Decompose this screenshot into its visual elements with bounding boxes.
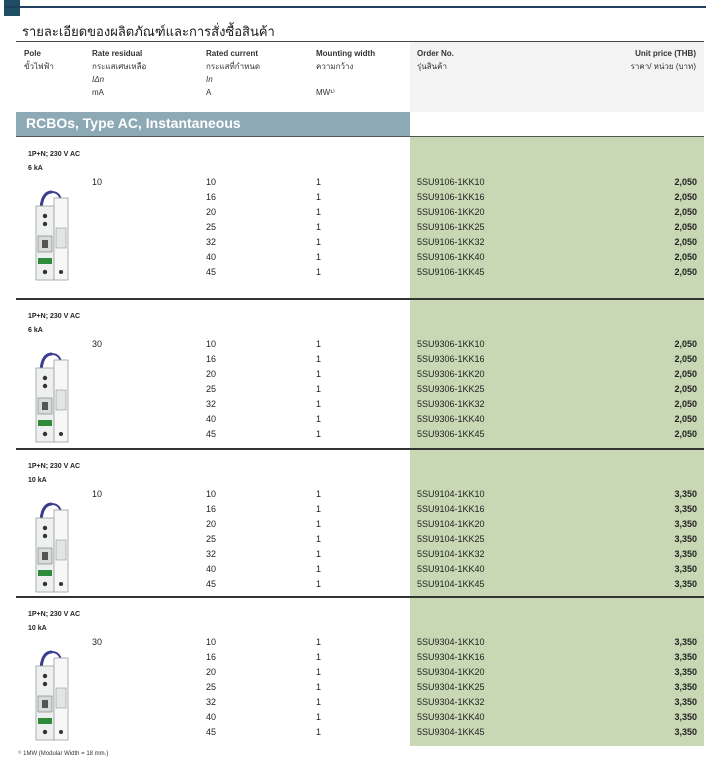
mounting-width-value: 1 (316, 712, 322, 722)
footnote: ¹⁾ 1MW (Modular Width = 18 mm.) (18, 751, 109, 757)
mounting-width-value: 1 (316, 177, 322, 187)
order-number: 5SU9104-1KK45 (417, 579, 485, 589)
order-number: 5SU9104-1KK32 (417, 549, 485, 559)
rated-current-value: 10 (206, 177, 217, 187)
unit-price: 2,050 (674, 429, 697, 439)
rated-current-value: 45 (206, 267, 217, 277)
mounting-width-value: 1 (316, 384, 322, 394)
top-rule (4, 6, 706, 8)
order-number: 5SU9306-1KK32 (417, 399, 485, 409)
mounting-width-value: 1 (316, 682, 322, 692)
order-number: 5SU9106-1KK20 (417, 207, 485, 217)
rated-current-value: 20 (206, 207, 217, 217)
order-number: 5SU9306-1KK20 (417, 369, 485, 379)
residual-current-value: 30 (92, 339, 103, 349)
rated-current-value: 40 (206, 414, 217, 424)
unit-price: 2,050 (674, 399, 697, 409)
header-residual: Rate residual กระแสเศษเหลือ IΔn mA (92, 49, 147, 97)
order-number: 5SU9106-1KK32 (417, 237, 485, 247)
unit-price: 3,350 (674, 637, 697, 647)
unit-price: 3,350 (674, 489, 697, 499)
mounting-width-value: 1 (316, 267, 322, 277)
header-mounting-width: Mounting width ความกว้าง MW¹⁾ (316, 49, 376, 97)
unit-price: 3,350 (674, 534, 697, 544)
mounting-width-value: 1 (316, 369, 322, 379)
rated-current-value: 10 (206, 637, 217, 647)
mounting-width-value: 1 (316, 237, 322, 247)
unit-price: 2,050 (674, 369, 697, 379)
unit-price: 3,350 (674, 549, 697, 559)
order-number: 5SU9306-1KK16 (417, 354, 485, 364)
mounting-width-value: 1 (316, 192, 322, 202)
order-number: 5SU9104-1KK16 (417, 504, 485, 514)
unit-price: 3,350 (674, 579, 697, 589)
mounting-width-value: 1 (316, 697, 322, 707)
order-number: 5SU9106-1KK40 (417, 252, 485, 262)
order-number: 5SU9106-1KK45 (417, 267, 485, 277)
unit-price: 3,350 (674, 504, 697, 514)
group-separator (16, 448, 704, 450)
group-label: 1P+N; 230 V AC 10 kA (28, 611, 81, 632)
order-number: 5SU9304-1KK16 (417, 652, 485, 662)
residual-current-value: 10 (92, 489, 103, 499)
rated-current-value: 40 (206, 252, 217, 262)
unit-price: 2,050 (674, 177, 697, 187)
mounting-width-value: 1 (316, 252, 322, 262)
unit-price: 3,350 (674, 519, 697, 529)
order-number: 5SU9304-1KK45 (417, 727, 485, 737)
order-number: 5SU9106-1KK10 (417, 177, 485, 187)
order-number: 5SU9306-1KK45 (417, 429, 485, 439)
unit-price: 3,350 (674, 727, 697, 737)
rated-current-value: 20 (206, 519, 217, 529)
group-label: 1P+N; 230 V AC 6 kA (28, 313, 81, 334)
order-number: 5SU9104-1KK40 (417, 564, 485, 574)
order-number: 5SU9304-1KK40 (417, 712, 485, 722)
unit-price: 2,050 (674, 192, 697, 202)
mounting-width-value: 1 (316, 504, 322, 514)
rated-current-value: 45 (206, 727, 217, 737)
rated-current-value: 32 (206, 237, 217, 247)
header-pole: Pole ขั้วไฟฟ้า (24, 49, 54, 71)
unit-price: 3,350 (674, 652, 697, 662)
mounting-width-value: 1 (316, 354, 322, 364)
rated-current-value: 16 (206, 504, 217, 514)
rated-current-value: 20 (206, 667, 217, 677)
mounting-width-value: 1 (316, 489, 322, 499)
unit-price: 3,350 (674, 682, 697, 692)
unit-price: 2,050 (674, 237, 697, 247)
unit-price: 3,350 (674, 667, 697, 677)
residual-current-value: 30 (92, 637, 103, 647)
rated-current-value: 25 (206, 222, 217, 232)
mounting-width-value: 1 (316, 667, 322, 677)
order-number: 5SU9104-1KK10 (417, 489, 485, 499)
order-number: 5SU9106-1KK25 (417, 222, 485, 232)
order-number: 5SU9306-1KK40 (417, 414, 485, 424)
group-label: 1P+N; 230 V AC 10 kA (28, 463, 81, 484)
mounting-width-value: 1 (316, 207, 322, 217)
rated-current-value: 32 (206, 399, 217, 409)
mounting-width-value: 1 (316, 414, 322, 424)
order-number: 5SU9304-1KK20 (417, 667, 485, 677)
unit-price: 3,350 (674, 564, 697, 574)
rated-current-value: 40 (206, 564, 217, 574)
group-separator (16, 298, 704, 300)
group-separator (16, 596, 704, 598)
rated-current-value: 32 (206, 697, 217, 707)
header-order-no: Order No. รุ่นสินค้า (417, 49, 454, 71)
rcbo-product-image (30, 350, 74, 446)
section-banner (16, 112, 410, 136)
unit-price: 2,050 (674, 339, 697, 349)
order-number: 5SU9106-1KK16 (417, 192, 485, 202)
unit-price: 2,050 (674, 384, 697, 394)
mounting-width-value: 1 (316, 727, 322, 737)
mounting-width-value: 1 (316, 579, 322, 589)
rated-current-value: 45 (206, 429, 217, 439)
unit-price: 3,350 (674, 712, 697, 722)
unit-price: 3,350 (674, 697, 697, 707)
mounting-width-value: 1 (316, 519, 322, 529)
order-number: 5SU9104-1KK20 (417, 519, 485, 529)
residual-current-value: 10 (92, 177, 103, 187)
order-number: 5SU9306-1KK10 (417, 339, 485, 349)
order-number: 5SU9304-1KK32 (417, 697, 485, 707)
rated-current-value: 25 (206, 682, 217, 692)
unit-price: 2,050 (674, 414, 697, 424)
mounting-width-value: 1 (316, 652, 322, 662)
order-number: 5SU9304-1KK25 (417, 682, 485, 692)
header-unit-price: Unit price (THB) ราคา/ หน่วย (บาท) (630, 49, 696, 71)
rated-current-value: 20 (206, 369, 217, 379)
mounting-width-value: 1 (316, 399, 322, 409)
rcbo-product-image (30, 500, 74, 596)
order-number: 5SU9304-1KK10 (417, 637, 485, 647)
mounting-width-value: 1 (316, 564, 322, 574)
unit-price: 2,050 (674, 252, 697, 262)
mounting-width-value: 1 (316, 339, 322, 349)
rated-current-value: 25 (206, 534, 217, 544)
mounting-width-value: 1 (316, 222, 322, 232)
rated-current-value: 10 (206, 489, 217, 499)
rated-current-value: 32 (206, 549, 217, 559)
header-rated-current: Rated current กระแสที่กำหนด In A (206, 49, 261, 97)
group-label: 1P+N; 230 V AC 6 kA (28, 151, 81, 172)
mounting-width-value: 1 (316, 534, 322, 544)
rated-current-value: 16 (206, 354, 217, 364)
rated-current-value: 16 (206, 192, 217, 202)
rated-current-value: 45 (206, 579, 217, 589)
rated-current-value: 25 (206, 384, 217, 394)
mounting-width-value: 1 (316, 637, 322, 647)
rcbo-product-image (30, 188, 74, 284)
order-number: 5SU9104-1KK25 (417, 534, 485, 544)
rated-current-value: 10 (206, 339, 217, 349)
mounting-width-value: 1 (316, 549, 322, 559)
group-separator (16, 136, 704, 137)
order-number: 5SU9306-1KK25 (417, 384, 485, 394)
rated-current-value: 40 (206, 712, 217, 722)
page-title: รายละเอียดของผลิตภัณฑ์และการสั่งซื้อสินค้า (22, 24, 275, 39)
corner-accent (4, 0, 20, 16)
rcbo-product-image (30, 648, 74, 744)
unit-price: 2,050 (674, 222, 697, 232)
mounting-width-value: 1 (316, 429, 322, 439)
rated-current-value: 16 (206, 652, 217, 662)
unit-price: 2,050 (674, 207, 697, 217)
unit-price: 2,050 (674, 267, 697, 277)
unit-price: 2,050 (674, 354, 697, 364)
section-banner-title: RCBOs, Type AC, Instantaneous (26, 115, 241, 131)
